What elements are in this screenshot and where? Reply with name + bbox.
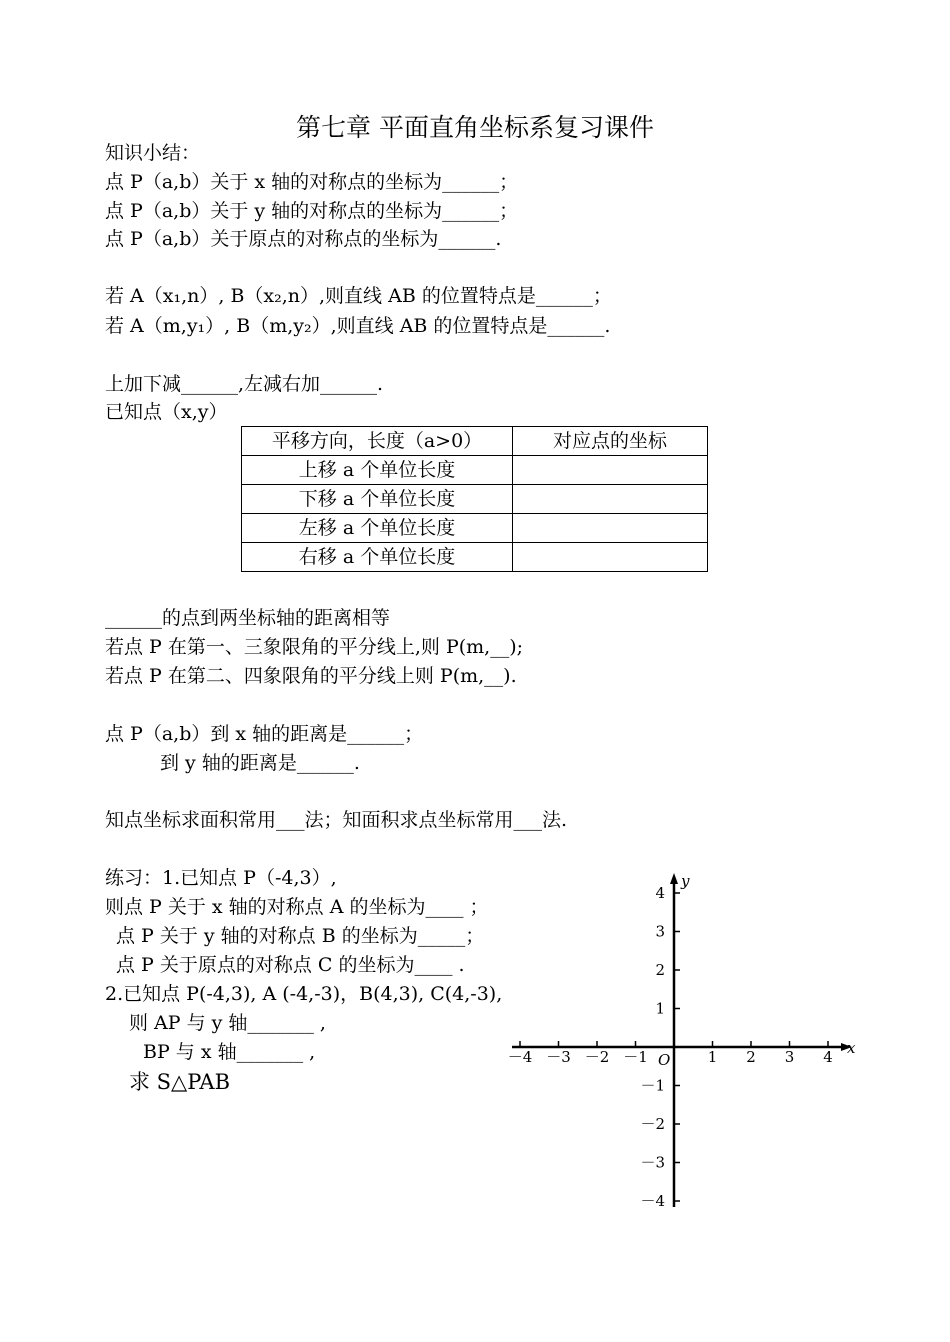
- distance-line-1: 点 P（a,b）到 x 轴的距离是______；: [105, 723, 424, 745]
- x-axis-label: x: [847, 1039, 856, 1057]
- symmetry-origin-line: 点 P（a,b）关于原点的对称点的坐标为______.: [105, 228, 502, 250]
- table-cell-direction: 左移 a 个单位长度: [242, 514, 513, 543]
- y-tick-label: 1: [655, 999, 665, 1018]
- table-cell-coordinate: [513, 543, 708, 572]
- page-title: 第七章 平面直角坐标系复习课件: [296, 113, 654, 142]
- x-tick-label: －2: [584, 1048, 610, 1066]
- table-cell-coordinate: [513, 514, 708, 543]
- y-tick-label: 2: [655, 961, 665, 979]
- area-method-line: 知点坐标求面积常用___法；知面积求点坐标常用___法.: [105, 809, 568, 831]
- table-row: [242, 514, 708, 543]
- table-cell-direction: 下移 a 个单位长度: [242, 485, 513, 514]
- table-cell-coordinate: [513, 485, 708, 514]
- translation-table: [241, 426, 708, 572]
- x-tick-label: 2: [746, 1048, 756, 1066]
- exercise-line-5: 2.已知点 P(-4,3), A (-4,-3)，B(4,3), C(4,-3),: [105, 983, 503, 1005]
- x-tick-label: －4: [507, 1048, 533, 1066]
- y-axis-arrow: [670, 873, 678, 884]
- exercise-line-4: 点 P 关于原点的对称点 C 的坐标为____ .: [116, 954, 465, 976]
- x-tick-label: 3: [784, 1048, 795, 1066]
- table-row: [242, 543, 708, 572]
- known-point: 已知点（x,y）: [105, 401, 228, 423]
- exercise-line-1: 练习：1.已知点 P（-4,3）,: [105, 867, 337, 889]
- bisector-line-3: 若点 P 在第二、四象限角的平分线上则 P(m,__).: [105, 665, 517, 687]
- exercise-line-6: 则 AP 与 y 轴_______ ,: [129, 1012, 326, 1034]
- y-axis-label: y: [681, 872, 690, 890]
- y-tick-label: －2: [640, 1115, 665, 1133]
- exercise-line-2: 则点 P 关于 x 轴的对称点 A 的坐标为____ ；: [105, 896, 489, 918]
- distance-line-2: 到 y 轴的距离是______.: [160, 752, 360, 774]
- table-row: [242, 485, 708, 514]
- exercise-line-3: 点 P 关于 y 轴的对称点 B 的坐标为_____；: [116, 925, 485, 947]
- y-tick-label: －1: [640, 1076, 665, 1095]
- bisector-line-2: 若点 P 在第一、三象限角的平分线上,则 P(m,__);: [105, 636, 524, 658]
- exercise-line-8: 求 S△PAB: [129, 1070, 231, 1094]
- table-header-coordinates: 对应点的坐标: [513, 427, 708, 456]
- y-tick-label: －4: [640, 1192, 665, 1210]
- x-tick-label: －1: [623, 1048, 648, 1066]
- bisector-line-1: ______的点到两坐标轴的距离相等: [105, 607, 391, 629]
- table-row: [242, 456, 708, 485]
- table-cell-direction: 上移 a 个单位长度: [242, 456, 513, 485]
- table-cell-coordinate: [513, 456, 708, 485]
- x-tick-label: －3: [546, 1048, 571, 1066]
- origin-label: O: [658, 1051, 671, 1069]
- x-tick-label: 1: [707, 1048, 718, 1066]
- translation-rule: 上加下减______,左减右加______.: [105, 373, 384, 395]
- exercise-line-7: BP 与 x 轴_______ ,: [143, 1041, 316, 1063]
- y-tick-label: －3: [640, 1153, 665, 1172]
- parallel-x-line: 若 A（x₁,n）, B（x₂,n）,则直线 AB 的位置特点是______；: [105, 285, 612, 307]
- symmetry-y-line: 点 P（a,b）关于 y 轴的对称点的坐标为______；: [105, 200, 519, 222]
- summary-heading: 知识小结：: [105, 142, 201, 164]
- symmetry-x-line: 点 P（a,b）关于 x 轴的对称点的坐标为______；: [105, 171, 519, 193]
- table-header-direction: 平移方向，长度（a>0）: [242, 427, 513, 456]
- table-header-row: [242, 427, 708, 456]
- y-tick-label: 4: [655, 884, 665, 902]
- y-tick-label: 3: [655, 922, 665, 941]
- table-cell-direction: 右移 a 个单位长度: [242, 543, 513, 572]
- parallel-y-line: 若 A（m,y₁）, B（m,y₂）,则直线 AB 的位置特点是______.: [105, 315, 611, 337]
- x-tick-label: 4: [823, 1048, 833, 1066]
- coordinate-plane: [500, 868, 880, 1218]
